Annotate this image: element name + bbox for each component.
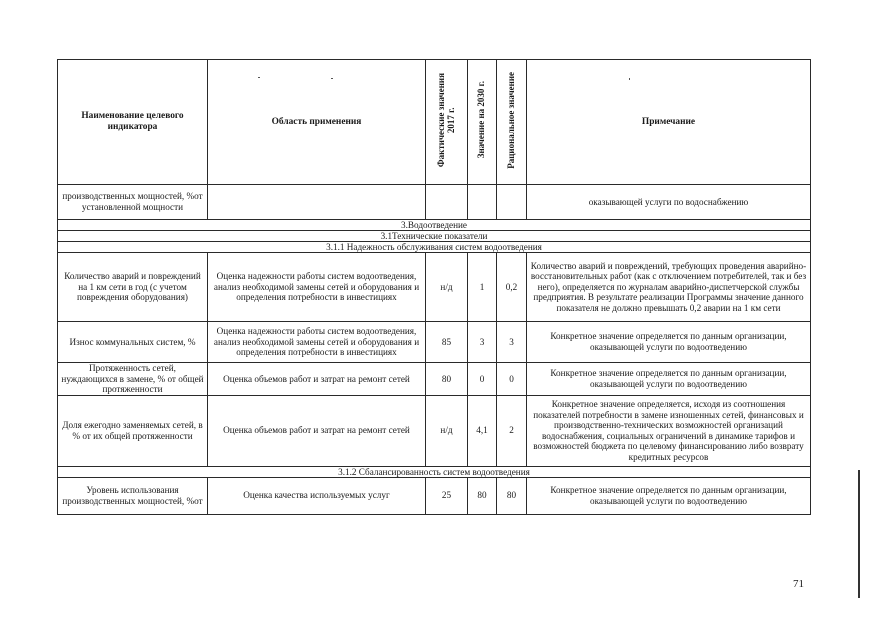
page-number: 71 (793, 578, 804, 590)
cell-actual: 25 (426, 477, 468, 514)
cell-note: Количество аварий и повреждений, требующих проведения аварийно-восстановительных работ (как с отключением потребителей, так и без него), определяется по журналам аварийно-диспетчерской службы предприятия. В результате реализации Программы значение данного показателя не должно превышать 0,2 аварии на 1 км сети (527, 253, 811, 322)
cell-2030: 3 (468, 322, 497, 363)
section-row (58, 242, 811, 253)
cell-rational: 2 (497, 395, 527, 466)
section-row (58, 231, 811, 242)
scan-edge-line (858, 470, 860, 598)
header-scope: Область применения (208, 60, 426, 185)
section-title: 3.1.2 Сбалансированность систем водоотведения (58, 466, 811, 477)
cell-name: производственных мощностей, %от установленной мощности (58, 185, 208, 220)
cell-actual: 85 (426, 322, 468, 363)
section-title: 3.1.1 Надежность обслуживания систем водоотведения (58, 242, 811, 253)
table-row (58, 322, 811, 363)
cell-actual: н/д (426, 253, 468, 322)
table-row (58, 477, 811, 514)
cell-scope: Оценка надежности работы систем водоотведения, анализ необходимой замены сетей и оборудования и определения потребности в инвестициях (208, 322, 426, 363)
cell-scope: Оценка объемов работ и затрат на ремонт сетей (208, 395, 426, 466)
cell-name: Доля ежегодно заменяемых сетей, в % от их общей протяженности (58, 395, 208, 466)
table-row (58, 363, 811, 396)
cell-rational: 3 (497, 322, 527, 363)
cell-name: Уровень использования производственных мощностей, %от (58, 477, 208, 514)
cell-rational: 0 (497, 363, 527, 396)
section-row (58, 466, 811, 477)
header-actual-label: Фактические значения 2017 г. (435, 73, 456, 168)
header-2030 (468, 60, 497, 185)
cell-rational: 0,2 (497, 253, 527, 322)
cell-2030: 80 (468, 477, 497, 514)
cell-scope: Оценка качества используемых услуг (208, 477, 426, 514)
cell-rational (497, 185, 527, 220)
scan-speck (258, 77, 260, 78)
cell-note: Конкретное значение определяется по данным организации, оказывающей услуги по водоотведению (527, 363, 811, 396)
cell-2030: 0 (468, 363, 497, 396)
cell-name: Износ коммунальных систем, % (58, 322, 208, 363)
cell-rational: 80 (497, 477, 527, 514)
table-header-row (58, 60, 811, 185)
cell-note: Конкретное значение определяется по данным организации, оказывающей услуги по водоотведению (527, 477, 811, 514)
table-row (58, 253, 811, 322)
section-title: 3.1Технические показатели (58, 231, 811, 242)
cell-actual: н/д (426, 395, 468, 466)
header-2030-label: Значение на 2030 г. (476, 81, 487, 159)
cell-actual (426, 185, 468, 220)
cell-2030: 4,1 (468, 395, 497, 466)
header-rational (497, 60, 527, 185)
cell-scope: Оценка объемов работ и затрат на ремонт сетей (208, 363, 426, 396)
cell-scope: Оценка надежности работы систем водоотведения, анализ необходимой замены сетей и оборудования и определения потребности в инвестициях (208, 253, 426, 322)
table-row (58, 185, 811, 220)
cell-name: Количество аварий и повреждений на 1 км сети в год (с учетом повреждения оборудования) (58, 253, 208, 322)
section-title: 3.Водоотведение (58, 220, 811, 231)
cell-note: оказывающей услуги по водоснабжению (527, 185, 811, 220)
cell-scope (208, 185, 426, 220)
header-name: Наименование целевого индикатора (58, 60, 208, 185)
cell-note: Конкретное значение определяется по данным организации, оказывающей услуги по водоотведению (527, 322, 811, 363)
table-row (58, 395, 811, 466)
scan-speck (629, 78, 630, 80)
scan-speck (331, 78, 333, 79)
section-row (58, 220, 811, 231)
cell-2030 (468, 185, 497, 220)
indicators-table (57, 59, 811, 515)
header-rational-label: Рациональное значение (505, 71, 516, 169)
cell-2030: 1 (468, 253, 497, 322)
cell-actual: 80 (426, 363, 468, 396)
header-actual (426, 60, 468, 185)
header-note: Примечание (527, 60, 811, 185)
cell-note: Конкретное значение определяется, исходя из соотношения показателей потребности в замене изношенных сетей, финансовых и производственно-технических возможностей организаций водоснабжения, социальных ограничений в динамике тарифов и возможностей бюджета по целевому финансированию либо возврату кредитных ресурсов (527, 395, 811, 466)
cell-name: Протяженность сетей, нуждающихся в замене, % от общей протяженности (58, 363, 208, 396)
